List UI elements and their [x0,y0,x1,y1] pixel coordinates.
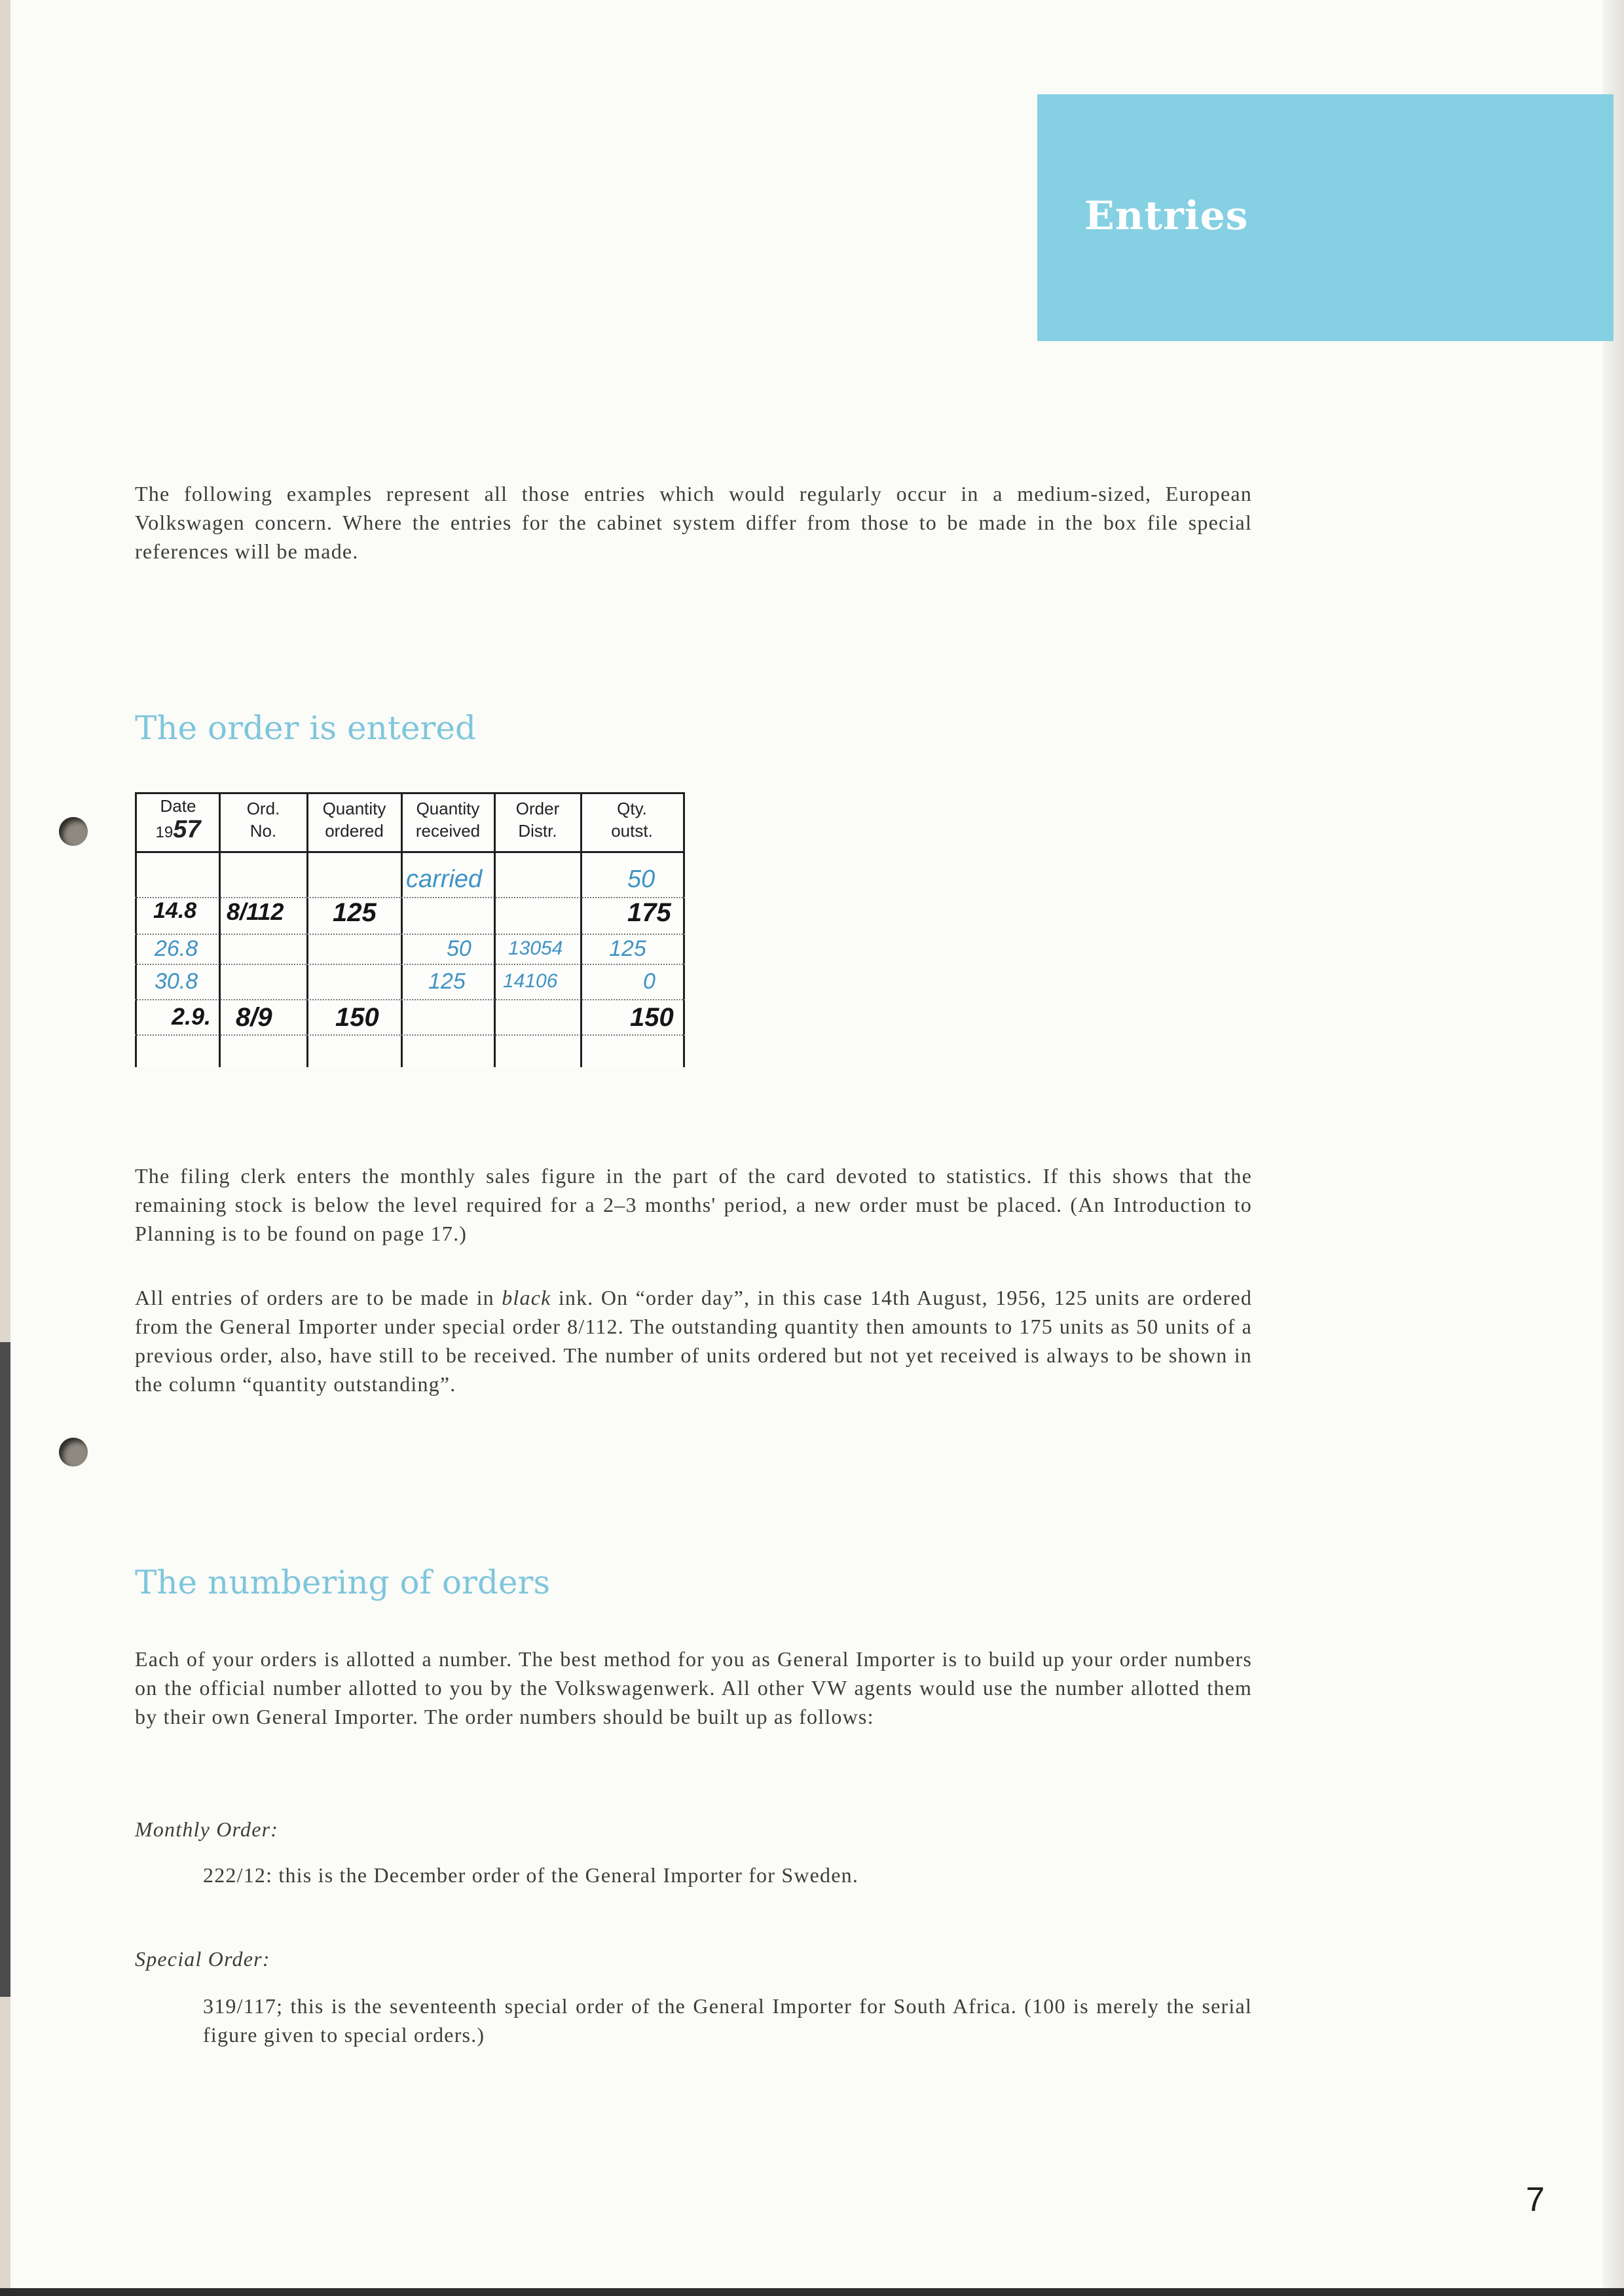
card-row3-distr: 14106 [503,970,558,992]
card-row2-distr: 13054 [508,938,563,959]
card-row2-received: 50 [447,936,471,961]
paragraph-entries-of-orders: All entries of orders are to be made in black ink. On “order day”, in this case 14th August, 1956, 125 units are ordered from the General Importer under special order 8/112. The outstanding quantity then amounts to 175 units as 50 units of a previous order, also, have still to be received. The number of units ordered but not yet received is always to be shown in the column “quantity outstanding”. [135,1286,1253,1396]
punch-hole-lower [59,1438,88,1467]
intro-paragraph: The following examples represent all those entries which would regularly occur in a medium-sized, European Volkswagen concern. Where the entries for the cabinet system differ from those to be made in the box file special references will be made. [135,482,1252,563]
card-row1-outst: 175 [627,898,671,927]
paragraph-numbering: Each of your orders is allotted a number. The best method for you as General Importer is to build up your order numbers on the official number allotted to you by the Volkswagenwerk. All other VW agents would use the number allotted them by their own General Importer. The order numbers should be built up as follows: [135,1647,1252,1728]
card-row1-date: 14.8 [153,898,197,923]
card-row4-ordered: 150 [335,1003,379,1032]
page-edge-shadow [0,1342,10,1997]
card-row4-date: 2.9. [172,1003,212,1030]
banner-title: Entries [1084,193,1249,239]
text-monthly-order: 222/12: this is the December order of the General Importer for Sweden. [203,1863,859,1887]
punch-hole-upper [59,817,88,846]
card-row4-ord: 8/9 [236,1003,272,1032]
card-row4-outst: 150 [630,1003,674,1032]
page-edge-bottom [0,2288,1624,2296]
card-row3-date: 30.8 [155,969,198,994]
header-ord-no: Ord. No. [246,799,280,841]
card-row1-ord: 8/112 [227,898,284,925]
header-order-distr: Order Distr. [515,799,560,841]
card-carried-outst: 50 [627,866,655,893]
card-row2-outst: 125 [609,936,646,961]
header-date: Date 1957 [155,796,201,843]
header-quantity-ordered: Quantity ordered [322,799,386,841]
text-special-order: 319/117; this is the seventeenth special order of the General Importer for South Africa. (100 is merely the serial figure given to special orders.) [203,1994,1252,2047]
page-number: 7 [1526,2181,1545,2219]
card-row3-outst: 0 [643,969,655,994]
card-row3-received: 125 [428,969,466,994]
page-edge-right [1603,0,1624,2296]
stock-card [135,792,685,1067]
card-row2-date: 26.8 [155,936,198,961]
card-carried: carried [406,866,483,893]
header-quantity-received: Quantity received [415,799,481,841]
card-row1-ordered: 125 [333,898,377,927]
header-qty-outst: Qty. outst. [611,799,653,841]
heading-order-entered: The order is entered [135,709,476,747]
heading-numbering-of-orders: The numbering of orders [135,1563,551,1601]
paragraph-filing-clerk: The filing clerk enters the monthly sales figure in the part of the card devoted to statistics. If this shows that the remaining stock is below the level required for a 2–3 months' period, a new order must be placed. (An Introduction to Planning is to be found on page 17.) [135,1164,1252,1245]
label-special-order: Special Order: [135,1947,270,1971]
label-monthly-order: Monthly Order: [135,1817,279,1841]
